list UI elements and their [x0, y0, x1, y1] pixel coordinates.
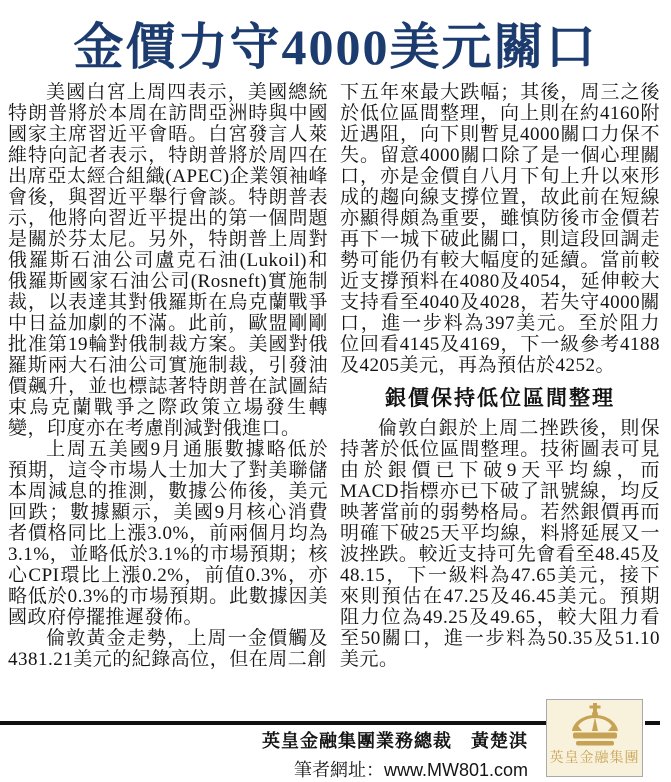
page-title: 金價力守4000美元關口 — [73, 19, 598, 75]
author-website — [262, 756, 528, 782]
website-url: www.MW801.com — [383, 760, 528, 780]
paragraph-gold-trend-start: 倫敦黃金走勢，上周一金價觸及4381.21美元的紀錄高位，但在周二創 — [8, 628, 328, 670]
footer-divider-right — [645, 721, 660, 725]
author-byline: 英皇金融集團業務總裁 黃楚淇 — [262, 731, 528, 751]
paragraph-silver-analysis: 倫敦白銀於上周二挫跌後，則保持著於低位區間整理。技術圖表可見由於銀價已下破9天平均線，而MACD指標亦已下破了訊號線，均反映著當前的弱勢格局。若然銀價再而明確下破25天平均線，料將延展又一波挫跌。較近支持可先會看至48.45及48.15，下一級料為47.65美元，接下來則預估在47.25及46.45美元。預期阻力位為49.25及49.65，較大阻力看至50關口，進一步料為50.35及51.10美元。 — [340, 418, 660, 670]
paragraph-trump-xi-meeting: 美國白宮上周四表示，美國總統特朗普將於本周在訪問亞洲時與中國國家主席習近平會晤。白宮發言人萊維特向記者表示，特朗普將於周四在出席亞太經合組織(APEC)企業領袖峰會後，與習近平舉行會談。特朗普表示，他將向習近平提出的第一個問題是關於芬太尼。另外，特朗普上周對俄羅斯石油公司盧克石油(Lukoil)和俄羅斯國家石油公司(Rosneft)實施制裁，以表達其對俄羅斯在烏克蘭戰爭中日益加劇的不滿。此前，歐盟剛剛批准第19輪對俄制裁方案。美國對俄羅斯兩大石油公司實施制裁，引發油價飆升，並也標誌著特朗普在試圖結束烏克蘭戰爭之際政策立場發生轉變，印度亦在考慮削減對俄進口。 — [8, 82, 328, 439]
right-column — [340, 82, 660, 670]
article-body — [0, 82, 671, 670]
paragraph-cpi-data: 上周五美國9月通脹數據略低於預期，這令市場人士加大了對美聯儲本周減息的推測，數據公佈後，美元回跌；數據顯示，美國9月核心消費者價格同比上漲3.0%，前兩個月均為3.1%，並略低於3.1%的市場預期；核心CPI環比上漲0.2%，前值0.3%，亦略低於0.3%的市場預期。此數據因美國政府停擺推遲發佈。 — [8, 439, 328, 628]
company-logo — [546, 699, 643, 777]
paragraph-gold-trend-continued: 下五年來最大跌幅；其後，周三之後於低位區間整理，向上則在約4160附近遇阻，向下則暫見4000關口力保不失。留意4000關口除了是一個心理關口，亦是金價自八月下旬上升以來形成的趨向線支撐位置，故此前在短線亦顯得頗為重要，雖慎防後市金價若再下一城下破此關口，則這段回調走勢可能仍有較大幅度的延續。當前較近支撐預料在4080及4054，延伸較大支持看至4040及4028，若失守4000關口，進一步料為397美元。至於阻力位回看4145及4169，下一級參考4188及4205美元，再為預估於4252。 — [340, 82, 660, 376]
logo-label: 英皇金融集團 — [549, 751, 640, 766]
crown-icon — [547, 703, 642, 752]
footer — [262, 727, 528, 782]
footer-divider-left — [0, 721, 547, 725]
silver-section-heading: 銀價保持低位區間整理 — [385, 386, 615, 410]
website-label: 筆者網址： — [293, 760, 384, 780]
left-column — [8, 82, 328, 670]
